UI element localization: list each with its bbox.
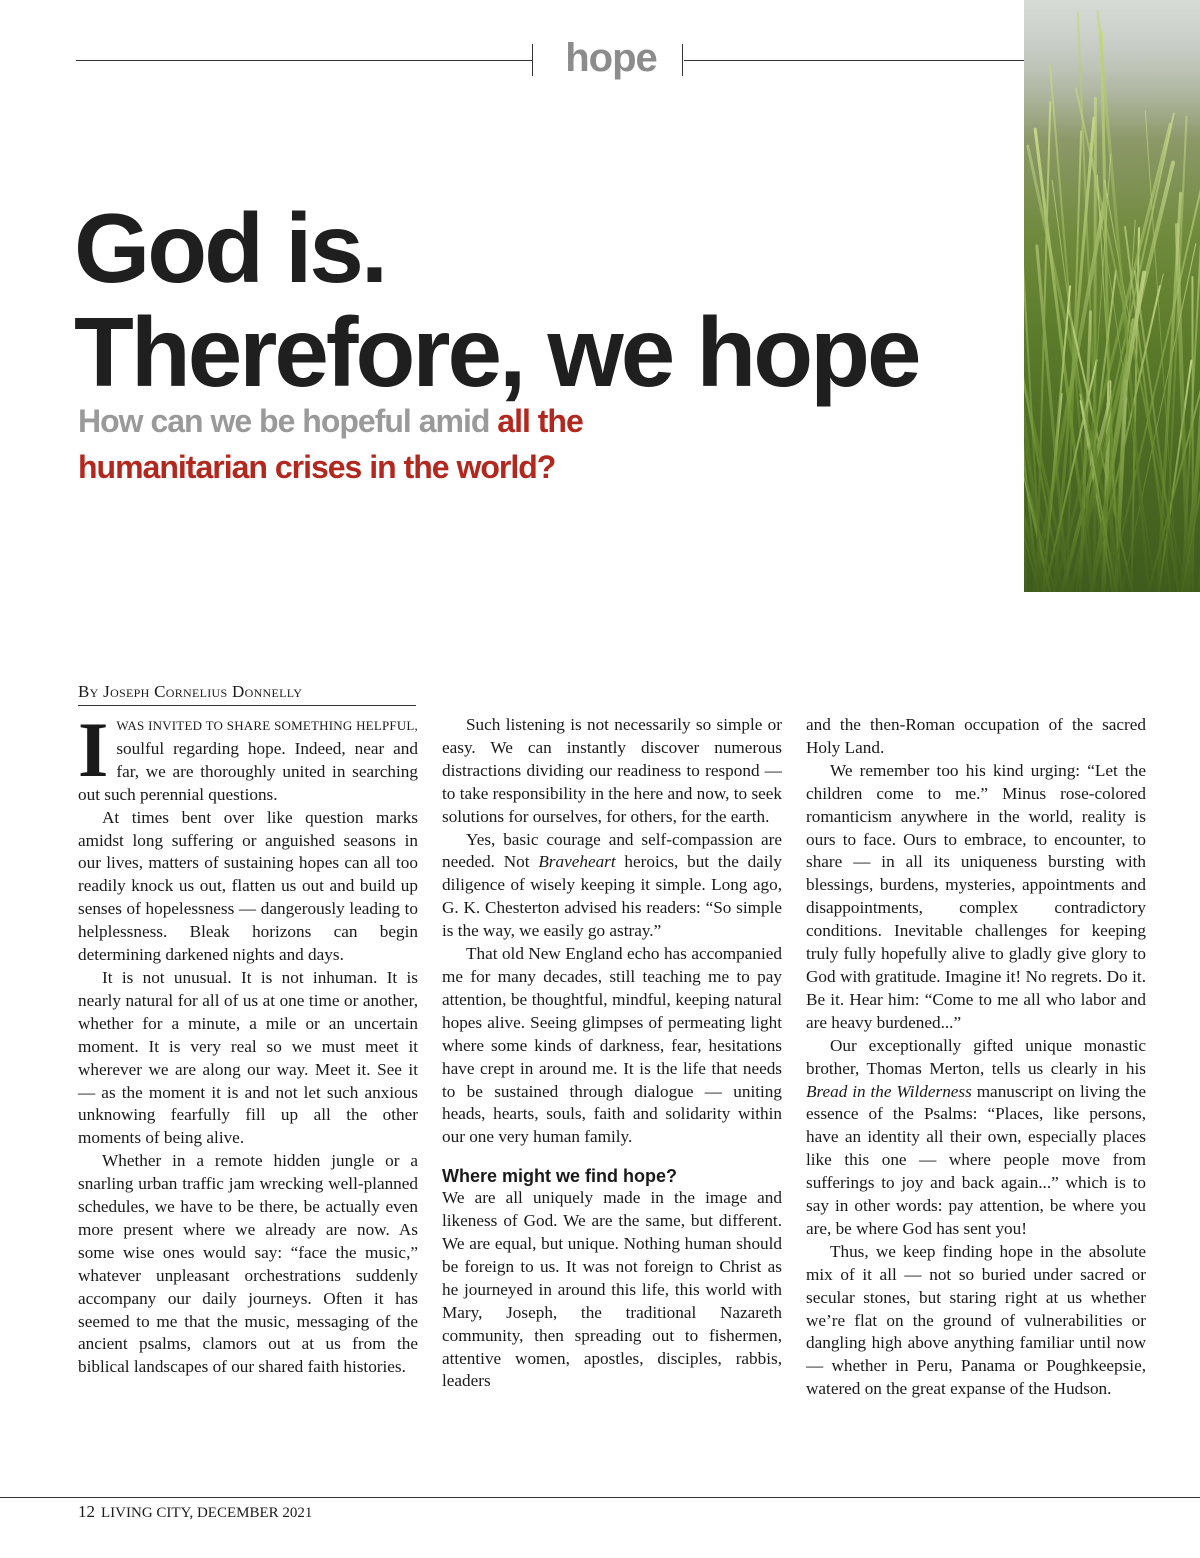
paragraph: That old New England echo has accompanied me for many decades, still teaching me to pay attention, be thoughtful, mindful, keeping natural hopes alive. Seeing glimpses of permeating light where some kinds of darkness, fear, hesitations have crept in around me. It is the life that needs to be sustained through dialogue — uniting heads, hearts, souls, faith and solidarity within our one very human family. [442,944,782,1147]
paragraph: Thus, we keep finding hope in the absolute mix of it all — not so buried under sacred or secular stones, but staring right at us whether we’re flat on the ground of vulnerabilities or dangling high above anything familiar until now — whether in Peru, Panama or Poughkeepsie, watered on the great expanse of the Hudson. [806,1241,1146,1399]
subtitle-red-2: humanitarian crises in the world? [78,449,556,485]
header-tick-right [682,44,683,76]
text-run: manuscript on living the essence of the Psalms: “Places, like persons, have an identity all their own, especially places like this one — where people move from sufferings to joy and back again...” which is to say in other words: pay attention, be where you are, be where God has sent you! [806,1081,1146,1238]
title-line-1: God is. [74,193,386,303]
subtitle-grey: How can we be hopeful amid [78,403,498,439]
text-run: heroics, but the daily diligence of wisely keeping it simple. Long ago, G. K. Chesterton advised his readers: “So simple is the way, we easily go astray.” [442,852,783,941]
paragraph: Whether in a remote hidden jungle or a snarling urban traffic jam wrecking well-planned schedules, we have to be there, be actually even more present where we already are now. As some wise ones would say: “face the music,” whatever unpleasant orchestrations suddenly accompany our daily journeys. Often it has seemed to me that the music, messaging of the ancient psalms, clamors out at us from the biblical landscapes of our shared faith histories. [78,1151,418,1377]
grass-photo [1024,0,1200,592]
paragraph: At times bent over like question marks amidst long suffering or anguished seasons in our lives, matters of sustaining hopes can all too readily knock us out, flatten us out and build up senses of hopelessness — dangerously leading to helplessness. Bleak horizons can begin determining darkened nights and days. [78,807,418,965]
header-rule-right [684,60,1024,61]
folio [78,1502,312,1522]
paragraph [78,706,418,807]
text-run: Yes, basic courage and self-compassion are needed. Not [442,829,782,872]
column-1 [78,706,418,1379]
page-number: 12 [78,1502,95,1521]
header-rule-left [76,60,532,61]
lead-in-rest: soulful regarding hope. Indeed, near and far, we are thoroughly united in searching out such perennial questions. [78,738,418,804]
paragraph: Such listening is not necessarily so simple or easy. We can instantly discover numerous distractions dividing our readiness to respond — to take responsibility in the here and now, to seek solutions for ourselves, for others, for the earth. [442,715,782,826]
subtitle-red-1: all the [497,403,583,439]
paragraph [442,829,782,944]
column-2 [442,714,782,1393]
lead-in-caps: WAS INVITED TO SHARE SOMETHING HELPFUL, [116,718,418,733]
subheading: Where might we find hope? [442,1166,677,1187]
paragraph [806,1035,1146,1241]
paragraph: It is not unusual. It is not inhuman. It is nearly natural for all of us at one time or another, whether for a minute, a mile or an uncertain moment. It is very real so we must meet it wherever we are along our way. Meet it. See it — as the moment it is and not let such anxious unknowing fearfully fill up all the other moments of being alive. [78,967,418,1148]
title-line-2: Therefore, we hope [74,297,919,407]
article-subtitle [78,398,838,490]
paragraph: We are all uniquely made in the image and likeness of God. We are the same, but different. We are equal, but unique. Nothing human should be foreign to us. It was not foreign to Christ as he journeyed in around this life, this world with Mary, Joseph, the traditional Nazareth community, then spreading out to fishermen, attentive women, apostles, disciples, rabbis, leaders [442,1188,782,1391]
text-run: Our exceptionally gifted unique monastic brother, Thomas Merton, tells us clearly in his [806,1035,1146,1078]
byline: By Joseph Cornelius Donnelly [78,682,416,706]
header-tick-left [532,44,533,76]
column-3 [806,714,1146,1401]
drop-cap: I [78,706,109,793]
article-title [74,193,1014,407]
paragraph: and the then-Roman occupation of the sacred Holy Land. [806,715,1146,757]
emphasis: Bread in the Wilderness [806,1081,972,1101]
section-tag: hope [565,36,657,80]
emphasis: Braveheart [538,852,616,872]
footer-rule [0,1497,1200,1498]
publication-info: LIVING CITY, DECEMBER 2021 [101,1505,313,1521]
paragraph: We remember too his kind urging: “Let the children come to me.” Minus rose-colored romanticism anywhere in the world, reality is ours to face. Ours to embrace, to encounter, to share — in all its uniqueness bursting with blessings, burdens, mysteries, appointments and disappointments, complex contradictory conditions. Inevitable challenges for keeping truly fully hopefully alive to gladly give glory to God with gratitude. Imagine it! No regrets. Do it. Be it. Hear him: “Come to me all who labor and are heavy burdened...” [806,760,1146,1032]
